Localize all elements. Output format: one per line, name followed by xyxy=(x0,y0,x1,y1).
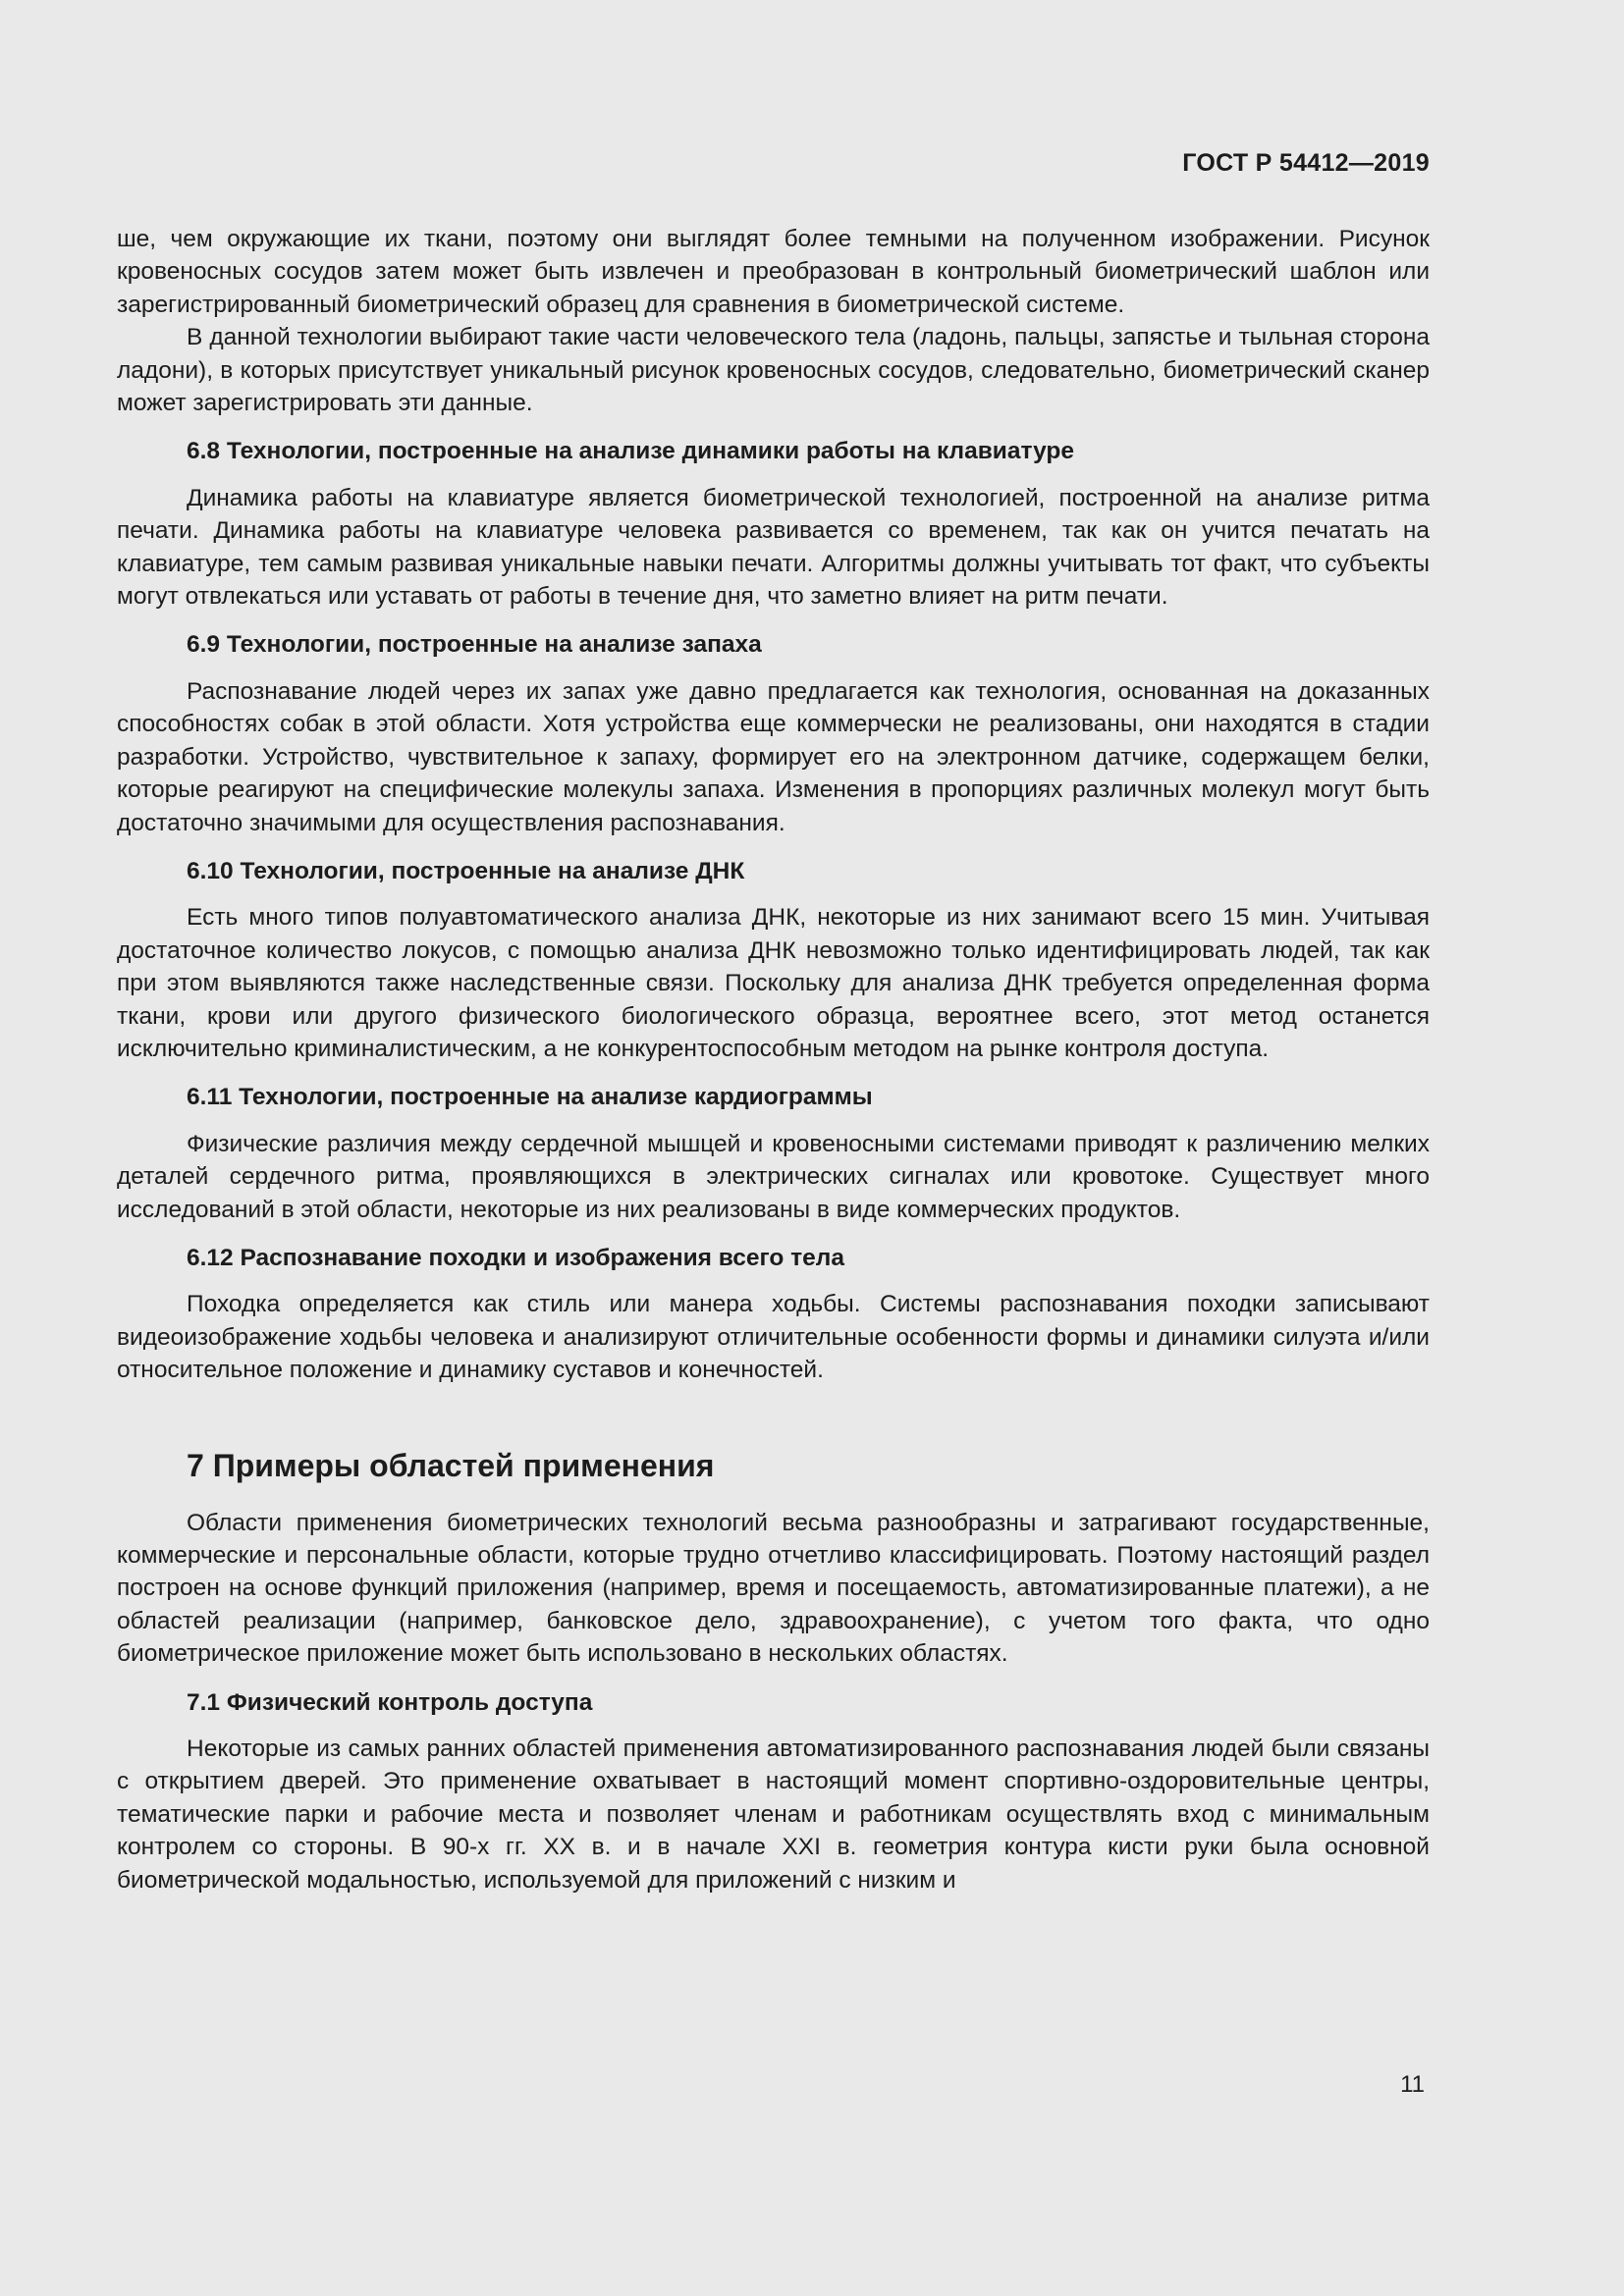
section-heading-6-12: 6.12 Распознавание походки и изображения всего тела xyxy=(187,1244,844,1271)
paragraph: Физические различия между сердечной мышцей и кровеносными системами приводят к различению мелких деталей сердечного ритма, проявляющихся в электрических сигналах или кровотоке. Существует много исследований в этой области, некоторые из них реализованы в виде коммерческих продуктов. xyxy=(117,1130,1430,1223)
chapter-heading-7: 7 Примеры областей применения xyxy=(187,1447,715,1483)
paragraph: Области применения биометрических технологий весьма разнообразны и затрагивают государственные, коммерческие и персональные области, которые трудно отчетливо классифицировать. Поэтому настоящий раздел построен на основе функций приложения (например, время и посещаемость, автоматизированные платежи), а не областей реализации (например, банковское дело, здравоохранение), с учетом того факта, что одно биометрическое приложение может быть использовано в нескольких областях. xyxy=(117,1509,1430,1668)
page-number: 11 xyxy=(1400,2071,1425,2098)
paragraph: В данной технологии выбирают такие части человеческого тела (ладонь, пальцы, запястье и тыльная сторона ладони), в которых присутствует уникальный рисунок кровеносных сосудов, следовательно, биометрический сканер может зарегистрировать эти данные. xyxy=(117,324,1430,417)
section-heading-6-8: 6.8 Технологии, построенные на анализе динамики работы на клавиатуре xyxy=(187,438,1074,465)
page-body xyxy=(117,223,1430,1896)
document-code-header: ГОСТ Р 54412—2019 xyxy=(1182,149,1430,177)
paragraph: Походка определяется как стиль или манера ходьбы. Системы распознавания походки записывают видеоизображение ходьбы человека и анализируют отличительные особенности формы и динамики силуэта и/или относительное положение и динамику суставов и конечностей. xyxy=(117,1291,1430,1384)
paragraph: Динамика работы на клавиатуре является биометрической технологией, построенной на анализе ритма печати. Динамика работы на клавиатуре человека развивается со временем, так как он учится печатать на клавиатуре, тем самым развивая уникальные навыки печати. Алгоритмы должны учитывать тот факт, что субъекты могут отвлекаться или уставать от работы в течение дня, что заметно влияет на ритм печати. xyxy=(117,484,1430,611)
paragraph: Есть много типов полуавтоматического анализа ДНК, некоторые из них занимают всего 15 мин. Учитывая достаточное количество локусов, с помощью анализа ДНК невозможно только идентифицировать людей, так как при этом выявляются также наследственные связи. Поскольку для анализа ДНК требуется определенная форма ткани, крови или другого физического биологического образца, вероятнее всего, этот метод останется исключительно криминалистическим, а не конкурентоспособным методом на рынке контроля доступа. xyxy=(117,904,1430,1062)
paragraph: ше, чем окружающие их ткани, поэтому они выглядят более темными на полученном изображении. Рисунок кровеносных сосудов затем может быть извлечен и преобразован в контрольный биометрический шаблон или зарегистрированный биометрический образец для сравнения в биометрической системе. xyxy=(117,226,1430,318)
section-heading-6-9: 6.9 Технологии, построенные на анализе запаха xyxy=(187,631,762,659)
paragraph: Некоторые из самых ранних областей применения автоматизированного распознавания людей были связаны с открытием дверей. Это применение охватывает в настоящий момент спортивно-оздоровительные центры, тематические парки и рабочие места и позволяет членам и работникам осуществлять вход с минимальным контролем со стороны. В 90-х гг. XX в. и в начале XXI в. геометрия контура кисти руки была основной биометрической модальностью, используемой для приложений с низким и xyxy=(117,1735,1430,1894)
section-heading-7-1: 7.1 Физический контроль доступа xyxy=(187,1688,593,1716)
paragraph: Распознавание людей через их запах уже давно предлагается как технология, основанная на доказанных способностях собак в этой области. Хотя устройства еще коммерчески не реализованы, они находятся в стадии разработки. Устройство, чувствительное к запаху, формирует его на электронном датчике, содержащем белки, которые реагируют на специфические молекулы запаха. Изменения в пропорциях различных молекул могут быть достаточно значимыми для осуществления распознавания. xyxy=(117,677,1430,836)
section-heading-6-11: 6.11 Технологии, построенные на анализе кардиограммы xyxy=(187,1084,873,1111)
section-heading-6-10: 6.10 Технологии, построенные на анализе ДНК xyxy=(187,857,745,884)
